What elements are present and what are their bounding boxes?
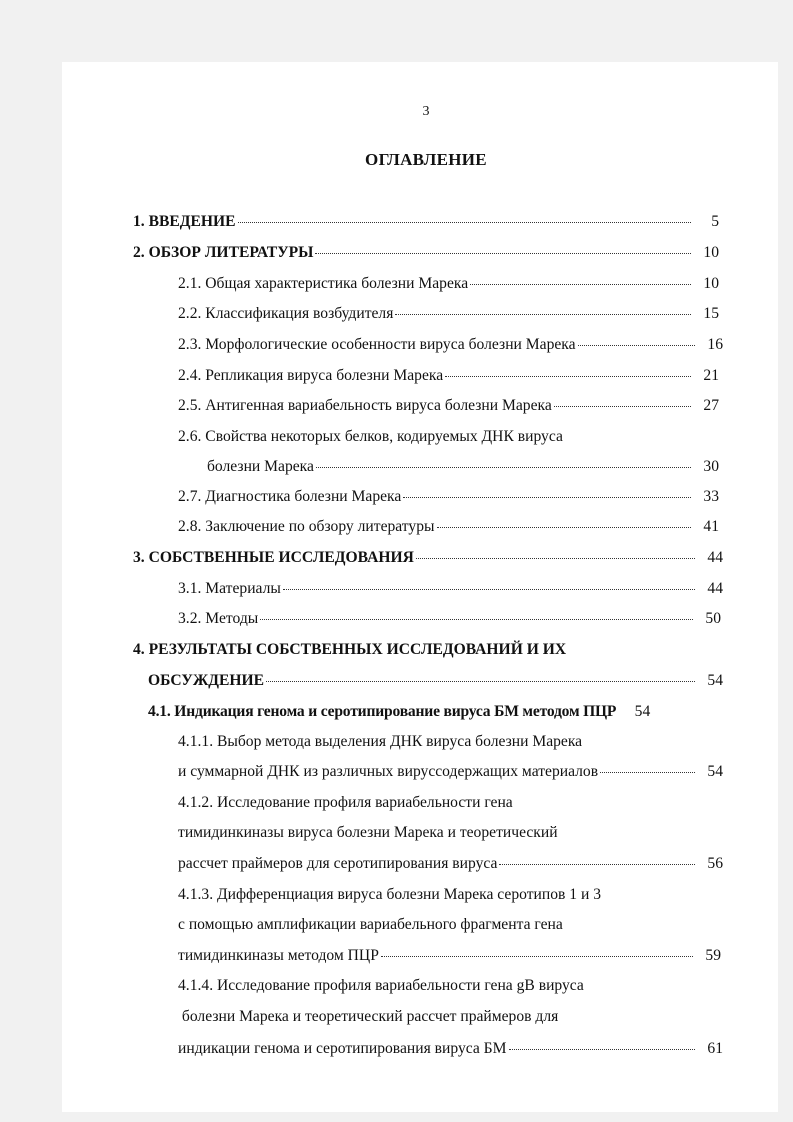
dot-leader [316, 467, 691, 468]
toc-entry-1[interactable] [133, 212, 719, 232]
dot-leader [238, 222, 691, 223]
toc-entry-4-1-4-line-2[interactable]: болезни Марека и теоретический рассчет праймеров для [178, 1008, 559, 1025]
toc-entry-title: 4.1. Индикация генома и серотипирование вируса БМ методом ПЦР [148, 703, 617, 720]
dot-leader [266, 681, 695, 682]
toc-entry-3-2[interactable] [178, 609, 721, 629]
toc-entry-title: и суммарной ДНК из различных вируссодержащих материалов [178, 763, 599, 780]
toc-entry-page: 61 [707, 1040, 723, 1057]
toc-entry-title: 3.2. Методы [178, 610, 259, 627]
toc-entry-title: 2.8. Заключение по обзору литературы [178, 518, 435, 535]
toc-entry-page: 56 [707, 855, 723, 872]
toc-entry-4-1-2[interactable] [178, 854, 723, 874]
toc-entry-4-1[interactable] [148, 702, 723, 722]
toc-entry-title: 3.1. Материалы [178, 580, 281, 597]
dot-leader [416, 558, 695, 559]
toc-heading: ОГЛАВЛЕНИЕ [365, 150, 487, 169]
toc-entry-2-4[interactable] [178, 366, 719, 386]
toc-entry-4-1-3-line-2[interactable]: с помощью амплификации вариабельного фрагмента гена [178, 916, 563, 933]
toc-entry-title: 2.5. Антигенная вариабельность вируса болезни Марека [178, 397, 552, 414]
toc-entry-4-1-4[interactable] [178, 1039, 723, 1059]
toc-entry-page: 54 [634, 703, 651, 720]
toc-entry-2-5[interactable] [178, 396, 719, 416]
dot-leader [509, 1049, 696, 1050]
page-number: 3 [422, 104, 430, 119]
dot-leader [403, 497, 691, 498]
toc-entry-4-line-1[interactable]: 4. РЕЗУЛЬТАТЫ СОБСТВЕННЫХ ИССЛЕДОВАНИЙ И ИХ [133, 641, 567, 658]
toc-entry-page: 54 [707, 672, 723, 689]
toc-entry-2-3[interactable] [178, 335, 723, 355]
toc-entry-4-1-3-line-1[interactable]: 4.1.3. Дифференциация вируса болезни Марека серотипов 1 и 3 [178, 886, 602, 903]
dot-leader [578, 345, 695, 346]
toc-entry-page: 15 [703, 305, 719, 322]
toc-entry-2-1[interactable] [178, 274, 719, 294]
toc-entry-page: 16 [707, 336, 723, 353]
toc-entry-page: 59 [705, 947, 721, 964]
toc-entry-2-7[interactable] [178, 487, 719, 507]
toc-entry-4-1-2-line-2[interactable]: тимидинкиназы вируса болезни Марека и теоретический [178, 824, 558, 841]
toc-entry-3-1[interactable] [178, 579, 723, 599]
toc-entry-page: 54 [707, 763, 723, 780]
toc-entry-page: 10 [703, 275, 719, 292]
toc-entry-2-6[interactable] [207, 457, 719, 477]
toc-entry-4[interactable] [148, 671, 723, 691]
toc-entry-page: 30 [703, 458, 719, 475]
toc-entry-title: 2.3. Морфологические особенности вируса болезни Марека [178, 336, 576, 353]
toc-entry-3[interactable] [133, 548, 723, 568]
dot-leader [381, 956, 693, 957]
toc-entry-title: 2.7. Диагностика болезни Марека [178, 488, 402, 505]
toc-entry-page: 5 [711, 213, 719, 230]
dot-leader [470, 284, 691, 285]
dot-leader [554, 406, 691, 407]
toc-entry-4-1-4-line-1[interactable]: 4.1.4. Исследование профиля вариабельности гена gB вируса [178, 977, 584, 994]
dot-leader [260, 619, 693, 620]
toc-entry-title: болезни Марека [207, 458, 314, 475]
toc-entry-4-1-2-line-1[interactable]: 4.1.2. Исследование профиля вариабельности гена [178, 794, 513, 811]
toc-entry-title: рассчет праймеров для серотипирования вируса [178, 855, 498, 872]
toc-entry-4-1-1-line-1[interactable]: 4.1.1. Выбор метода выделения ДНК вируса болезни Марека [178, 733, 583, 750]
toc-entry-title: тимидинкиназы методом ПЦР [178, 947, 379, 964]
toc-entry-page: 41 [703, 518, 719, 535]
toc-entry-page: 33 [703, 488, 719, 505]
toc-entry-2-6-line-1[interactable]: 2.6. Свойства некоторых белков, кодируемых ДНК вируса [178, 428, 563, 445]
toc-entry-title: 1. ВВЕДЕНИЕ [133, 213, 236, 230]
toc-entry-title: 2.4. Репликация вируса болезни Марека [178, 367, 444, 384]
toc-entry-page: 27 [703, 397, 719, 414]
dot-leader [315, 253, 691, 254]
toc-entry-page: 44 [707, 580, 723, 597]
dot-leader [395, 314, 691, 315]
toc-entry-2-2[interactable] [178, 304, 719, 324]
toc-entry-page: 21 [703, 367, 719, 384]
dot-leader [437, 527, 692, 528]
toc-entry-2[interactable] [133, 243, 719, 263]
toc-entry-page: 44 [707, 549, 723, 566]
toc-entry-page: 50 [705, 610, 721, 627]
toc-entry-4-1-3[interactable] [178, 946, 721, 966]
toc-entry-title: 2.2. Классификация возбудителя [178, 305, 394, 322]
toc-entry-title: индикации генома и серотипирования вируса БМ [178, 1040, 507, 1057]
toc-entry-page: 10 [703, 244, 719, 261]
dot-leader [600, 772, 695, 773]
toc-entry-title: 2. ОБЗОР ЛИТЕРАТУРЫ [133, 244, 314, 261]
toc-entry-2-8[interactable] [178, 517, 719, 537]
toc-entry-title: ОБСУЖДЕНИЕ [148, 672, 265, 689]
toc-entry-4-1-1[interactable] [178, 762, 723, 782]
toc-entry-title: 3. СОБСТВЕННЫЕ ИССЛЕДОВАНИЯ [133, 549, 414, 566]
dot-leader [283, 589, 695, 590]
dot-leader [499, 864, 695, 865]
toc-entry-title: 2.1. Общая характеристика болезни Марека [178, 275, 469, 292]
dot-leader [445, 376, 691, 377]
